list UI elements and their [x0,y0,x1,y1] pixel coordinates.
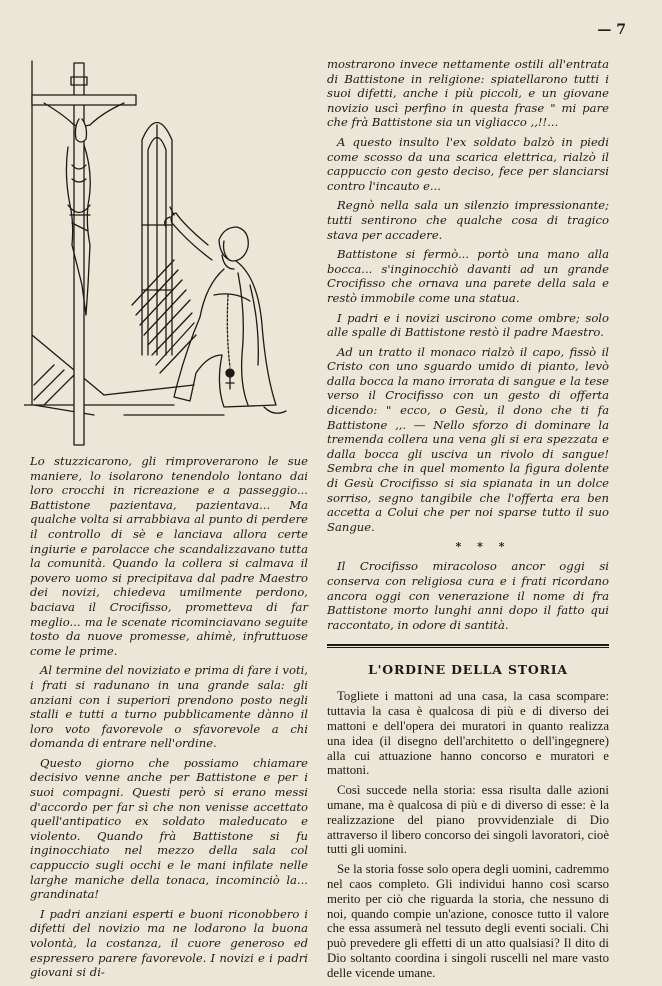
article-paragraph: Se la storia fosse solo opera degli uomini, cadremmo nel caos completo. Gli individui hanno così scarso merito per ciò che riguarda la storia, che nessuno di noi, quando compie un'azione, conosce tutto il valore che essa assumerà nel tessuto degli eventi sociali. Chi può prevedere gli effetti di un atto qualsiasi? Il dito di Dio soltanto coordina i singoli ruscelli nel mare vasto delle vicende umane. [327,862,609,980]
story-paragraph: I padri anziani esperti e buoni riconobbero i difetti del novizio ma ne lodarono la buona volontà, la costanza, il cuore generoso ed espressero parere favorevole. I novizi e i padri giovani si di- [30,906,308,980]
section-separator: * * * [455,540,511,554]
story-paragraph: A questo insulto l'ex soldato balzò in piedi come scosso da una scarica elettrica, rialzò il cappuccio con gesto deciso, fece per slanciarsi contro l'incauto e... [327,134,609,193]
story-paragraph: Lo stuzzicarono, gli rimproverarono le sue maniere, lo isolarono tenendolo lontano dai loro crocchi in ricreazione e a passeggio... Battistone pazientava, pazientava... Ma qualche volta si arrabbiava al punto di perdere il controllo di sè e lanciava allora certe ingiurie e parolacce che scandalizzavano tutta la comunità. Quando la collera si calmava il povero uomo si precipitava dal padre Maestro dei novizi, chiedeva umilmente perdono, baciava il Crocifisso, prometteva di far meglio... ma le scenate ricominciavano seguite tosto da nuove promesse, ahimè, infruttuose come le prime. [30,454,308,658]
monk-crucifix-illustration [24,55,292,450]
story-paragraph: Questo giorno che possiamo chiamare decisivo venne anche per Battistone e per i suoi compagni. Questi però si erano messi d'accordo per far sì che non venisse accettato quell'antipatico ex soldato maleducato e violento. Quando frà Battistone si fu inginocchiato nel mezzo della sala col cappuccio sugli occhi e le mani infilate nelle larghe maniche della tonaca, incominciò la... grandinata! [30,755,308,902]
left-column [30,454,308,985]
article-paragraph: Così succede nella storia: essa risulta dalle azioni umane, ma è qualcosa di più e di diverso di esse: è la realizzazione del piano provvidenziale di Dio attraverso il libero concorso dei singoli lavoratori, cioè tutti gli uomini. [327,783,609,857]
article-title: L'ORDINE DELLA STORIA [368,662,568,678]
divider-rule [327,644,609,648]
story-paragraph: mostrarono invece nettamente ostili all'entrata di Battistone in religione: spiatellarono tutti i suoi difetti, anche i più piccoli, e un giovane novizio uscì perfino in questa frase " mi pare che frà Battistone sia un vigliacco ,,!!... [327,57,609,130]
page-number: — 7 [597,22,626,38]
story-paragraph: Al termine del noviziato e prima di fare i voti, i frati si radunano in una grande sala: gli anziani con i superiori prendono posto negli stalli e tutti a turno pubblicamente dànno il loro voto favorevole o sfavorevole a chi domanda di entrare nell'ordine. [30,663,308,751]
story-paragraph: I padri e i novizi uscirono come ombre; solo alle spalle di Battistone restò il padre Maestro. [327,310,609,340]
story-paragraph: Regnò nella sala un silenzio impressionante; tutti sentirono che qualche cosa di tragico stava per accadere. [327,198,609,242]
right-column [327,57,609,986]
story-paragraph: Battistone si fermò... portò una mano alla bocca... s'inginocchiò davanti ad un grande Crocifisso che ornava una parete della sala e restò immobile come una statua. [327,247,609,305]
article-paragraph: Togliete i mattoni ad una casa, la casa scompare: tuttavia la casa è qualcosa di più e di diverso dei mattoni e dell'opera dei muratori in quanto realizza una idea (il disegno dell'architetto o dell'ingegnere) alla cui attuazione hanno concorso e muratori e mattoni. [327,689,609,778]
story-paragraph: Ad un tratto il monaco rialzò il capo, fissò il Cristo con uno sguardo umido di pianto, levò dalla bocca la mano irrorata di sangue e la tese verso il Crocifisso con un gesto di offerta dicendo: " ecco, o Gesù, il dono che ti fa Battistone ,,. — Nello sforzo di dominare la tremenda collera una vena gli si era spezzata e dalla bocca gli usciva un rivolo di sangue! Sembra che in quel momento la figura dolente di Gesù Crocifisso si sia spianata in un dolce sorriso, segno tangibile che l'offerta era ben accetta a Colui che per noi sparse tutto il suo Sangue. [327,344,609,534]
article-body [327,689,609,980]
story-closing: Il Crocifisso miracoloso ancor oggi si conserva con religiosa cura e i frati ricordano ancora oggi con venerazione il nome di fra Battistone morto lunghi anni dopo il fatto qui raccontato, in odore di santità. [327,559,609,632]
